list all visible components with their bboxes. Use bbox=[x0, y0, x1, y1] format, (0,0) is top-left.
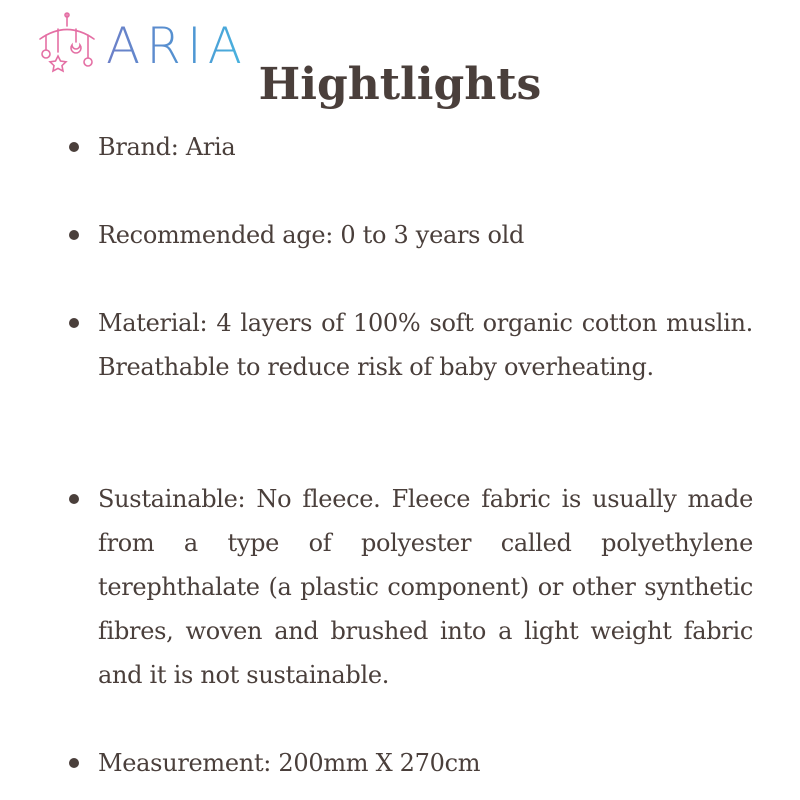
bullet-icon bbox=[69, 230, 79, 240]
bullet-icon bbox=[69, 758, 79, 768]
highlight-brand: Brand: Aria bbox=[98, 133, 236, 161]
page-title: Hightlights bbox=[258, 59, 542, 110]
highlight-measurement: Measurement: 200mm X 270cm bbox=[98, 749, 481, 777]
highlight-age: Recommended age: 0 to 3 years old bbox=[98, 221, 525, 249]
brand-name: ARIA bbox=[106, 17, 248, 75]
bullet-icon bbox=[69, 318, 79, 328]
highlight-sustainable: Sustainable: No fleece. Fleece fabric is usually made from a type of polyester called polyethylene terephthalate (a plastic component) or other synthetic fibres, woven and brushed into a light weight fabric and it is not sustainable. bbox=[98, 485, 753, 689]
bullet-icon bbox=[69, 142, 79, 152]
highlight-material: Material: 4 layers of 100% soft organic cotton muslin. Breathable to reduce risk of baby overheating. bbox=[98, 309, 753, 381]
bullet-icon bbox=[69, 494, 79, 504]
